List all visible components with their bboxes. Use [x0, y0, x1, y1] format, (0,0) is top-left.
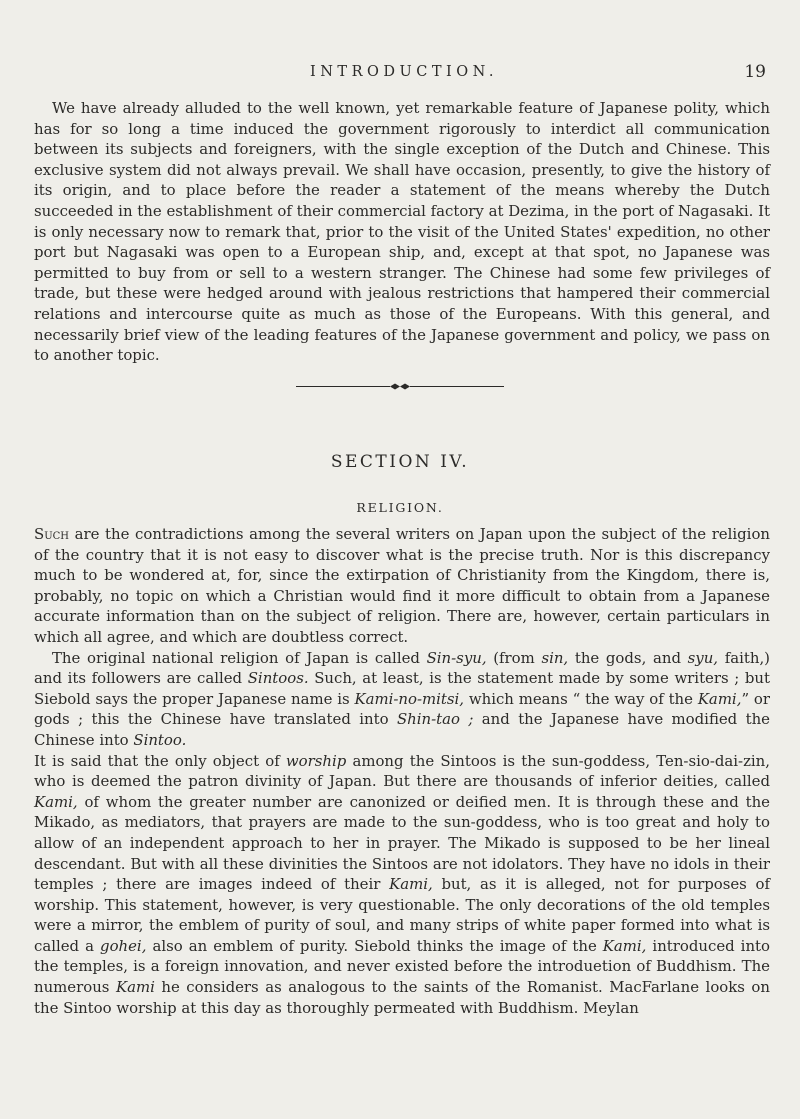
italic-term: Kami: [115, 978, 155, 997]
text-run: ” or gods ; this the Chinese have translated into: [34, 689, 770, 729]
italic-term: Sintoo.: [133, 730, 187, 749]
text-run: faith,) and its followers are called: [34, 648, 770, 688]
paragraph-text: are the contradictions among the several writers on Japan upon the subject of the religion of the country that it is not easy to discover what is the precise truth. Nor is this discrepancy much to be wondered at, for, since the extirpation of Christianity from the Kingdom, there is, probably, no topic on which a Christian would find it more difficult to obtain from a Japanese accurate information than on the subject of religion. There are, however, certain particulars in which all agree, and which are doubtless correct.: [34, 525, 770, 646]
italic-term: Kami,: [602, 936, 647, 955]
text-run: which means “ the way of the: [464, 689, 698, 708]
text-run: introduced into the temples, is a foreign innovation, and never existed before the introduetion of Buddhism. The numerous: [34, 936, 770, 997]
section-subheading: RELIGION.: [356, 500, 444, 515]
intro-text: [34, 98, 770, 366]
text-run: he considers as analogous to the saints of the Romanist. MacFarlane looks on the Sintoo worship at this day as thoroughly permeated with Buddhism. Meylan: [34, 978, 770, 1017]
text-run: The original national religion of Japan is called: [52, 648, 427, 667]
italic-term: Shin-tao ;: [396, 710, 474, 729]
text-run: (from: [486, 648, 542, 667]
page-number: 19: [744, 62, 766, 82]
section-divider: [296, 382, 504, 391]
religion-paragraph-1: [34, 524, 770, 648]
italic-term: Sin-syu,: [426, 648, 487, 667]
text-run: also an emblem of purity. Siebold thinks the image of the: [146, 936, 603, 955]
italic-term: gohei,: [100, 936, 147, 955]
intro-paragraph: We have already alluded to the well known, yet remarkable feature of Japanese polity, which has for so long a time induced the government rigorously to interdict all communication between its subjects and foreigners, with the single exception of the Dutch and Chinese. This exclusive system did not always prevail. We shall have occasion, presently, to give the history of its origin, and to place before the reader a statement of the means whereby the Dutch succeeded in the establishment of their commercial factory at Dezima, in the port of Nagasaki. It is only necessary now to remark that, prior to the visit of the United States' expedition, no other port but Nagasaki was open to a European ship, and, except at that spot, no Japanese was permitted to buy from or sell to a western stranger. The Chinese had some few privileges of trade, but these were hedged around with jealous restrictions that hampered their commercial relations and intercourse quite as much as those of the Europeans. With this general, and necessarily brief view of the leading features of the Japanese government and policy, we pass on to another topic.: [34, 99, 770, 365]
text-run: but, as it is alleged, not for purposes of worship. This statement, however, is very questionable. The only decorations of the old temples were a mirror, the emblem of purity of soul, and many strips of white paper formed into what is called a: [34, 875, 770, 955]
italic-term: worship: [285, 751, 347, 770]
text-run: among the Sintoos is the sun-goddess, Ten-sio-dai-zin, who is deemed the patron divinity of Japan. But there are thousands of inferior deities, called: [34, 751, 770, 791]
italic-term: Sintoos.: [247, 669, 309, 688]
italic-term: Kami,: [389, 875, 433, 894]
religion-paragraph-3: [34, 751, 770, 1019]
text-run: of whom the greater number are canonized or deified men. It is through these and the Mikado, as mediators, that prayers are made to the sun-goddess, who is too great and holy to allow of an independent approach to her in prayer. The Mikado is supposed to be her lineal descendant. But with all these divinities the Sintoos are not idolators. They have no idols in their temples ; there are images indeed of their: [34, 792, 770, 894]
religion-text: [34, 524, 770, 1018]
religion-paragraph-2: [34, 648, 770, 751]
italic-term: Kami,: [697, 689, 742, 708]
text-run: and the Japanese have modified the Chinese into: [34, 710, 770, 749]
italic-term: syu,: [687, 648, 719, 667]
text-run: the gods, and: [568, 648, 688, 667]
running-title: INTRODUCTION.: [310, 64, 498, 80]
italic-term: Kami,: [34, 792, 78, 811]
section-heading: SECTION IV.: [330, 452, 470, 472]
italic-term: sin,: [541, 648, 569, 667]
lead-word: Such: [34, 525, 70, 543]
text-run: Such, at least, is the statement made by some writers ; but Siebold says the proper Japanese name is: [34, 669, 771, 708]
italic-term: Kami-no-mitsi,: [354, 689, 465, 708]
text-run: It is said that the only object of: [34, 751, 286, 770]
